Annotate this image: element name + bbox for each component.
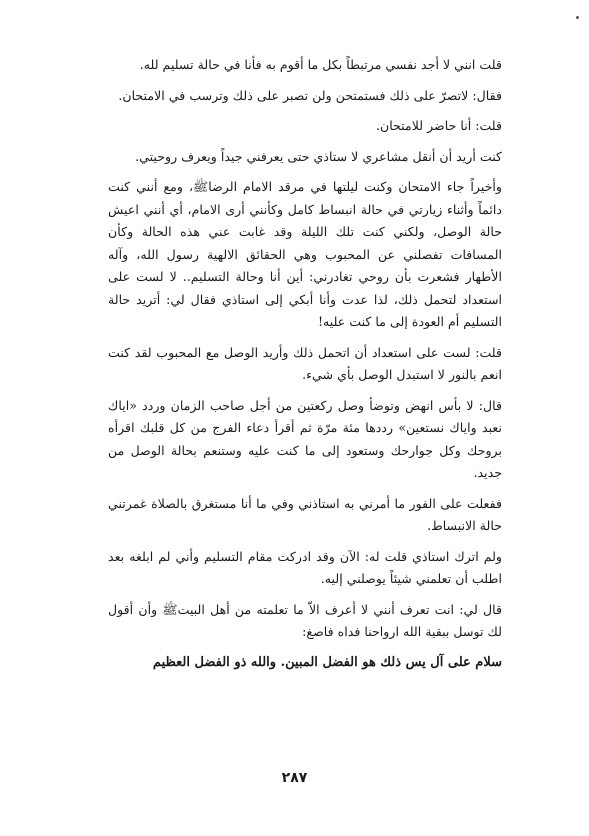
paragraph-5: وأخيراً جاء الامتحان وكنت ليلتها في مرقد الامام الرضاﷺ، ومع أنني كنت دائماً وأثناء زيارتي في حالة انبساط كامل وكأنني أرى الامام، أي أنني اعيش حالة الوصل، ولكني كنت تلك الليلة وقد غابت عني هذه الحالة وكأن المسافات تفصلني عن المحبوب وهي الحقائق الالهية رسول الله، وآله الأطهار فشعرت بأن روحي تغادرني: أين أنا وحالة التسليم.. لا لست على استعداد لتحمل ذلك، لذا عدت وأنا أبكي إلى استاذي فقال لي: أتريد حالة التسليم أم العودة إلى ما كنت عليه!: [108, 179, 502, 329]
corner-dot-mark: [576, 16, 579, 19]
paragraph-9: ولم اترك استاذي قلت له: الآن وقد ادركت مقام التسليم وأني لم ابلغه بعد اطلب أن تعلمني شيئاً يوصلني إليه.: [108, 548, 502, 586]
page-body-text: [108, 54, 502, 682]
page-number: ٢٨٧: [281, 770, 308, 786]
paragraph-7: قال: لا بأس انهض وتوضأ وصل ركعتين من أجل صاحب الزمان وردد «اياك نعبد واياك نستعين» رددها مئة مرّة ثم أقرأ دعاء الفرج من كل قلبك اقرأه بروحك وكل جوارحك وستعود إلى ما كنت عليه وستنعم بحالة الوصل من جديد.: [108, 397, 502, 480]
paragraph-10: قال لي: انت تعرف أنني لا أعرف الاّ ما تعلمته من أهل البيتﷺ وأن أقول لك توسل ببقية الله ارواحنا فداه فاصغ:: [108, 601, 502, 639]
paragraph-3: قلت: أنا حاضر للامتحان.: [375, 118, 502, 133]
paragraph-1: قلت انني لا أجد نفسي مرتبطاً بكل ما أقوم به فأنا في حالة تسليم لله.: [139, 57, 502, 72]
paragraph-4: كنت أريد أن أنقل مشاعري لا ستاذي حتى يعرفني جيداً ويعرف روحيتي.: [135, 148, 502, 164]
paragraph-2: فقال: لاتصرّ على ذلك فستمتحن ولن تصبر على ذلك وترسب في الامتحان.: [118, 87, 502, 103]
paragraph-8: ففعلت على الفور ما أمرني به استاذني وفي ما أنا مستغرق بالصلاة غمرتني حالة الانبساط.: [108, 495, 502, 533]
paragraph-6: قلت: لست على استعداد أن اتحمل ذلك وأريد الوصل مع المحبوب لقد كنت انعم بالنور لا استبدل الوصل بأي شيء.: [108, 344, 502, 382]
closing-bold-line: سلام على آل يس ذلك هو الفضل المبين. والله ذو الفضل العظيم: [152, 654, 502, 670]
